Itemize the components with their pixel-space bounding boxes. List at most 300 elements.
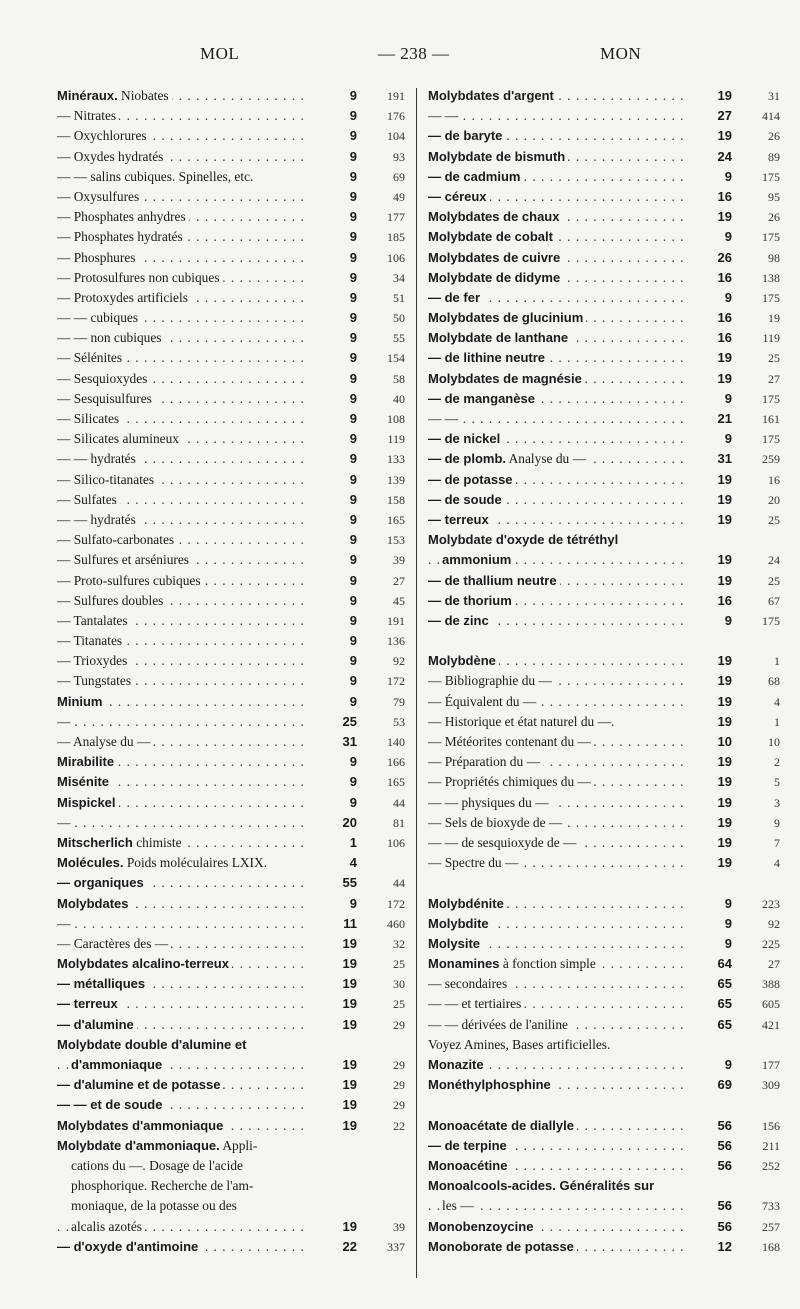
index-entry: [428, 914, 780, 934]
index-entry: [57, 227, 405, 247]
entry-volume: 9: [349, 895, 357, 911]
entry-term: Molybdate d'ammoniaque.: [57, 1137, 220, 1153]
entry-term: — de cadmium: [428, 168, 521, 184]
entry-page: 98: [768, 250, 780, 265]
entry-label: [57, 772, 309, 792]
entry-label: [57, 1237, 309, 1257]
entry-term: —: [57, 814, 71, 830]
index-entry: [428, 974, 780, 994]
entry-label: [428, 369, 684, 389]
entry-volume: 16: [717, 330, 732, 346]
entry-qualifier: Appli-: [219, 1137, 258, 1153]
entry-label: [57, 894, 309, 914]
entry-term: — — hydratés: [57, 451, 136, 467]
index-entry: [428, 732, 780, 752]
index-entry: [57, 591, 405, 611]
entry-label: [428, 409, 684, 429]
index-entry: [57, 328, 405, 348]
entry-term: Molysite: [428, 935, 481, 951]
index-entry: [57, 1237, 405, 1257]
entry-volume: 9: [349, 209, 357, 225]
index-entry: [428, 187, 780, 207]
entry-volume: 19: [717, 774, 732, 790]
entry-volume: 19: [342, 1057, 357, 1072]
index-entry: [428, 530, 780, 550]
entry-volume: 19: [717, 814, 732, 830]
entry-volume: 20: [342, 814, 357, 830]
header-left-keyword: MOL: [200, 44, 240, 63]
entry-volume: 19: [717, 754, 732, 770]
entry-volume: 19: [342, 1117, 357, 1133]
index-entry: [57, 470, 405, 490]
entry-page: 92: [393, 654, 405, 669]
entry-label: [57, 227, 309, 247]
entry-volume: 31: [342, 734, 357, 749]
entry-page: 259: [762, 452, 780, 467]
entry-volume: 19: [717, 572, 732, 588]
entry-term: Molybdates d'argent: [428, 88, 554, 103]
index-entry: [428, 389, 780, 409]
entry-page: 175: [762, 169, 780, 184]
entry-term: — Trioxydes: [57, 653, 128, 669]
entry-term: Monoborate de potasse: [428, 1238, 574, 1254]
entry-label: [428, 752, 684, 772]
entry-page: 165: [387, 512, 405, 527]
index-entry: [428, 1015, 780, 1035]
entry-label: [428, 268, 684, 288]
entry-volume: 21: [717, 411, 732, 426]
entry-volume: 24: [717, 148, 732, 164]
index-entry: [57, 833, 405, 853]
entry-label: [57, 1035, 309, 1055]
entry-term: — Protosulfures non cubiques: [57, 269, 220, 285]
entry-page: 1: [774, 714, 780, 729]
entry-page: 4: [774, 856, 780, 871]
entry-volume: 19: [342, 1016, 357, 1032]
entry-page: 168: [762, 1239, 780, 1254]
entry-page: 40: [393, 391, 405, 406]
entry-volume: 19: [717, 693, 732, 709]
entry-page: 223: [762, 896, 780, 911]
entry-volume: 9: [724, 1057, 732, 1072]
index-entry: [428, 227, 780, 247]
entry-volume: 9: [349, 653, 357, 669]
entry-page: 172: [387, 674, 405, 689]
index-entry: [428, 328, 780, 348]
index-entry: [57, 1176, 405, 1196]
entry-volume: 31: [717, 451, 732, 467]
entry-label: [57, 308, 309, 328]
entry-term: Minium: [57, 693, 103, 709]
index-entry: [57, 1035, 405, 1055]
entry-term: — céreux: [428, 188, 487, 204]
entry-term: — Titanates: [57, 633, 123, 649]
index-entry: [428, 308, 780, 328]
entry-volume: 9: [724, 168, 732, 184]
entry-page: 69: [393, 169, 405, 184]
index-entry: [57, 86, 405, 106]
entry-volume: 9: [349, 552, 357, 568]
entry-label: [428, 934, 684, 954]
entry-label: [57, 611, 309, 631]
entry-label: [57, 449, 309, 469]
entry-page: 106: [387, 835, 405, 850]
entry-page: 414: [762, 109, 780, 124]
entry-label: [57, 429, 309, 449]
entry-term: alcalis azotés: [71, 1218, 143, 1234]
index-entry: [428, 126, 780, 146]
entry-label: [428, 651, 684, 671]
entry-term: — de baryte: [428, 128, 503, 144]
entry-label: [428, 510, 684, 530]
index-entry: [428, 591, 780, 611]
entry-page: 166: [387, 755, 405, 770]
entry-volume: 9: [349, 532, 357, 548]
entry-page: 257: [762, 1219, 780, 1234]
entry-term: — Tantalates: [57, 612, 128, 628]
entry-page: 309: [762, 1078, 780, 1093]
entry-label: [428, 86, 684, 106]
index-entry: [428, 651, 780, 671]
index-entry: [428, 490, 780, 510]
entry-label: [428, 853, 684, 873]
entry-volume: 56: [717, 1218, 732, 1234]
index-entry: [57, 894, 405, 914]
entry-volume: 27: [717, 108, 732, 124]
entry-term: — Propriétés chimiques du —: [428, 774, 591, 790]
index-entry: [57, 147, 405, 167]
entry-volume: 9: [349, 350, 357, 366]
index-entry: [57, 732, 405, 752]
index-entry: [57, 631, 405, 651]
entry-label: [428, 106, 684, 126]
index-entry: [428, 429, 780, 449]
entry-page: 733: [762, 1199, 780, 1214]
index-entry: [57, 187, 405, 207]
entry-label: [428, 732, 684, 752]
entry-page: 175: [762, 613, 780, 628]
entry-volume: 16: [717, 188, 732, 204]
entry-term: Molybdates d'ammoniaque: [57, 1117, 224, 1133]
entry-volume: 19: [342, 1077, 357, 1093]
entry-label: [428, 772, 684, 792]
entry-label: [57, 268, 309, 288]
entry-term: — Silicates: [57, 411, 120, 426]
entry-page: 25: [393, 997, 405, 1012]
entry-volume: 26: [717, 249, 732, 265]
entry-term: les —: [442, 1198, 474, 1214]
index-entry: [57, 126, 405, 146]
entry-page: 138: [762, 270, 780, 285]
entry-term: Monéthylphosphine: [428, 1077, 551, 1093]
entry-page: 191: [387, 613, 405, 628]
entry-volume: 9: [349, 370, 357, 386]
entry-page: 44: [393, 876, 405, 891]
entry-term: — secondaires: [428, 976, 508, 992]
entry-term: Monoalcools-acides. Généralités sur: [428, 1178, 655, 1194]
entry-page: 2: [774, 755, 780, 770]
entry-label: [428, 227, 684, 247]
entry-volume: 10: [717, 734, 732, 749]
entry-qualifier: Poids moléculaires LXIX.: [123, 855, 268, 871]
index-entry: [428, 348, 780, 368]
entry-page: 39: [393, 1219, 405, 1234]
index-entry: [57, 853, 405, 873]
entry-label: [428, 530, 684, 550]
entry-volume: 19: [717, 855, 732, 871]
page-number: — 238 —: [378, 44, 450, 63]
entry-volume: 19: [717, 209, 732, 225]
index-entry: [428, 1075, 780, 1095]
entry-page: 27: [768, 957, 780, 972]
entry-term: — Phosphates anhydres: [57, 209, 186, 225]
entry-page: 175: [762, 391, 780, 406]
entry-qualifier: Niobates: [117, 88, 169, 103]
entry-page: 51: [393, 290, 405, 305]
entry-label: [428, 793, 684, 813]
entry-term: — Historique et état naturel du —.: [428, 713, 615, 729]
index-entry: [428, 86, 780, 106]
entry-volume: 9: [349, 612, 357, 628]
entry-label: [428, 1237, 684, 1257]
entry-page: 185: [387, 230, 405, 245]
entry-page: 211: [762, 1138, 780, 1153]
entry-term: Monobenzoycine: [428, 1218, 534, 1234]
entry-page: 133: [387, 452, 405, 467]
entry-label: [428, 994, 684, 1014]
index-entry: [57, 288, 405, 308]
entry-page: 39: [393, 553, 405, 568]
index-column-right: [428, 86, 780, 1286]
entry-label: [57, 1156, 309, 1176]
entry-label: [57, 833, 309, 853]
entry-volume: 9: [349, 269, 357, 285]
entry-label: [57, 409, 309, 429]
entry-label: [428, 1196, 684, 1216]
entry-label: [428, 1156, 684, 1176]
index-entry: [428, 248, 780, 268]
entry-label: [57, 1176, 309, 1196]
index-entry: [57, 954, 405, 974]
entry-page: 460: [387, 916, 405, 931]
index-column-left: [57, 86, 405, 1286]
index-entry: [428, 833, 780, 853]
entry-label: [428, 611, 684, 631]
entry-volume: 9: [349, 148, 357, 164]
index-entry: [428, 954, 780, 974]
index-entry: [428, 1055, 780, 1075]
entry-term: — Oxychlorures: [57, 128, 147, 144]
index-entry: [57, 248, 405, 268]
index-entry: [428, 631, 780, 651]
entry-term: — Sesquisulfures: [57, 390, 152, 406]
entry-label: [428, 712, 684, 732]
entry-page: 29: [393, 1098, 405, 1113]
index-entry: [428, 409, 780, 429]
entry-page: 175: [762, 432, 780, 447]
entry-label: [428, 813, 684, 833]
entry-label: [428, 490, 684, 510]
entry-volume: 65: [717, 1016, 732, 1032]
entry-page: 27: [768, 371, 780, 386]
entry-term: Monazite: [428, 1057, 484, 1072]
entry-label: [428, 308, 684, 328]
entry-label: [57, 187, 309, 207]
entry-page: 25: [768, 351, 780, 366]
index-entry: [428, 1035, 780, 1055]
index-entry: [428, 1156, 780, 1176]
entry-volume: 12: [717, 1238, 732, 1254]
entry-volume: 55: [342, 875, 357, 891]
entry-label: [428, 288, 684, 308]
index-entry: [57, 813, 405, 833]
entry-volume: 19: [717, 552, 732, 568]
entry-volume: 9: [349, 673, 357, 689]
entry-term: Molybdates de chaux: [428, 209, 560, 225]
entry-label: [57, 631, 309, 651]
index-entry: [428, 1095, 780, 1115]
entry-term: — organiques: [57, 875, 144, 891]
entry-label: [57, 1095, 309, 1115]
entry-page: 177: [762, 1058, 780, 1072]
entry-label: [57, 1217, 309, 1237]
entry-volume: 9: [349, 108, 357, 124]
entry-term: — Sels de bioxyde de —: [428, 814, 563, 830]
entry-page: 44: [393, 795, 405, 810]
entry-volume: 9: [724, 431, 732, 447]
entry-volume: 9: [349, 471, 357, 487]
entry-page: 25: [768, 512, 780, 527]
index-entry: [57, 1116, 405, 1136]
entry-term: — terreux: [57, 996, 118, 1012]
entry-label: [428, 954, 684, 974]
entry-label: [57, 490, 309, 510]
entry-page: 29: [393, 1058, 405, 1072]
index-entry: [57, 207, 405, 227]
entry-term: — —: [428, 108, 459, 124]
entry-term: Molybdates de glucinium: [428, 310, 584, 326]
index-entry: [428, 853, 780, 873]
entry-volume: 19: [717, 713, 732, 729]
entry-volume: 9: [349, 310, 357, 326]
entry-label: [428, 248, 684, 268]
index-entry: [428, 752, 780, 772]
index-entry: [57, 389, 405, 409]
entry-volume: 9: [724, 915, 732, 931]
entry-term: — —: [428, 411, 459, 426]
entry-volume: 9: [349, 249, 357, 265]
entry-term: — Bibliographie du —: [428, 673, 552, 689]
entry-term: — Sulfures et arséniures: [57, 552, 190, 568]
entry-term: —: [57, 713, 71, 729]
entry-term: — — et tertiaires: [428, 996, 522, 1012]
entry-label: [57, 389, 309, 409]
entry-label: [57, 954, 309, 974]
entry-qualifier: chimiste: [132, 834, 182, 850]
entry-label: [428, 1217, 684, 1237]
entry-term: moniaque, de la potasse ou des: [71, 1198, 237, 1214]
entry-page: 30: [393, 977, 405, 992]
entry-label: [428, 470, 684, 490]
entry-page: 79: [393, 694, 405, 709]
entry-volume: 9: [349, 693, 357, 709]
column-divider: [416, 88, 417, 1278]
entry-page: 53: [393, 714, 405, 729]
index-entry: [428, 1196, 780, 1216]
entry-page: 104: [387, 129, 405, 144]
entry-term: — Préparation du —: [428, 754, 540, 770]
entry-label: [428, 894, 684, 914]
index-entry: [57, 1095, 405, 1115]
entry-term: — terreux: [428, 511, 489, 527]
index-entry: [428, 1176, 780, 1196]
entry-page: 27: [393, 573, 405, 588]
entry-volume: 9: [349, 229, 357, 245]
index-entry: [57, 934, 405, 954]
entry-term: — Silicates alumineux: [57, 431, 179, 447]
entry-term: — Équivalent du —: [428, 693, 537, 709]
entry-label: [57, 248, 309, 268]
index-entry: [428, 1136, 780, 1156]
entry-label: [57, 974, 309, 994]
entry-volume: 9: [349, 188, 357, 204]
index-entry: [428, 813, 780, 833]
index-entry: [57, 1055, 405, 1075]
index-entry: [57, 873, 405, 893]
entry-page: 29: [393, 1017, 405, 1032]
entry-label: [428, 692, 684, 712]
entry-term: phosphorique. Recherche de l'am-: [71, 1178, 254, 1194]
entry-qualifier: à fonction simple: [499, 956, 596, 972]
entry-label: [57, 712, 309, 732]
entry-label: [428, 1035, 684, 1055]
index-entry: [428, 1237, 780, 1257]
index-entry: [57, 369, 405, 389]
entry-label: [428, 167, 684, 187]
entry-page: 58: [393, 371, 405, 386]
entry-volume: 19: [717, 491, 732, 507]
entry-term: — Phosphures: [57, 249, 136, 265]
entry-label: [428, 671, 684, 691]
index-entry: [57, 914, 405, 934]
entry-volume: 9: [724, 935, 732, 951]
entry-term: ammonium: [442, 552, 512, 568]
index-entry: [57, 772, 405, 792]
entry-volume: 19: [342, 996, 357, 1012]
entry-term: Mispickel: [57, 794, 116, 810]
entry-page: 93: [393, 149, 405, 164]
entry-page: 139: [387, 472, 405, 487]
entry-term: — Proto-sulfures cubiques: [57, 572, 201, 588]
entry-volume: 19: [717, 471, 732, 487]
entry-label: [428, 207, 684, 227]
entry-page: 68: [768, 674, 780, 689]
entry-term: Molybdate de cobalt: [428, 229, 553, 245]
entry-page: 225: [762, 936, 780, 951]
entry-volume: 9: [349, 168, 357, 184]
entry-page: 25: [393, 957, 405, 972]
entry-label: [57, 530, 309, 550]
entry-term: — Sélénites: [57, 350, 123, 366]
entry-page: 337: [387, 1239, 405, 1254]
index-entry: [57, 429, 405, 449]
entry-page: 119: [762, 331, 780, 346]
entry-label: [428, 550, 684, 570]
entry-term: — de thallium neutre: [428, 572, 557, 588]
entry-volume: 9: [349, 128, 357, 144]
entry-label: [428, 833, 684, 853]
entry-term: Molybdénite: [428, 895, 504, 911]
